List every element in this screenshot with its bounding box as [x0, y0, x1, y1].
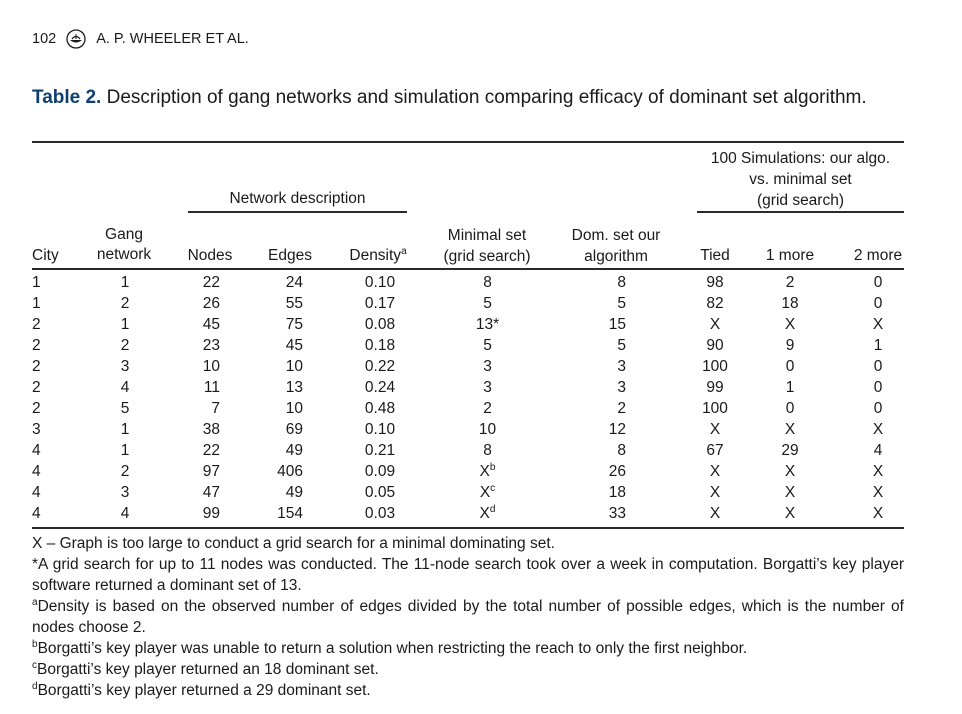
table-cell-city: [32, 419, 62, 440]
cell-value: 1: [120, 421, 130, 438]
table-cell-gang: [95, 272, 155, 293]
author-line: A. P. WHEELER ET AL.: [96, 31, 249, 47]
table-cell-city: [32, 440, 62, 461]
cell-value: 98: [706, 274, 724, 291]
cell-value: 26: [608, 463, 626, 480]
cell-value: 45: [285, 337, 303, 354]
cell-value: 45: [202, 316, 220, 333]
table-cell-dom: [580, 335, 626, 356]
cell-value: 3: [120, 484, 130, 501]
table-cell-one: [755, 419, 825, 440]
col-header-one-more: 1 more: [765, 247, 815, 264]
table-cell-two: [843, 293, 913, 314]
table-cell-density: [345, 293, 415, 314]
network-description-rule: [188, 211, 407, 213]
cell-value: 8: [483, 274, 492, 291]
table-cell-edges: [258, 314, 303, 335]
table-cell-gang: [95, 356, 155, 377]
cell-value: 154: [277, 505, 303, 522]
table-cell-gang: [95, 440, 155, 461]
cell-value: 0.05: [364, 484, 396, 501]
table-cell-minimal: [450, 482, 525, 503]
table-cell-tied: [690, 335, 740, 356]
cell-value: 13: [285, 379, 303, 396]
table-cell-gang: [95, 503, 155, 524]
cell-value: 26: [202, 295, 220, 312]
table-cell-density: [345, 503, 415, 524]
col-header-line: Dom. set our: [571, 227, 661, 244]
cell-value: 3: [617, 358, 626, 375]
cell-value: 4: [873, 442, 883, 459]
table-cell-one: [755, 335, 825, 356]
cell-value: 10: [478, 421, 497, 438]
col-header-line: Minimal set: [447, 227, 527, 244]
cell-value: 67: [706, 442, 724, 459]
caption-text: Description of gang networks and simulation comparing efficacy of dominant set algorithm.: [106, 87, 867, 108]
table-cell-edges: [258, 461, 303, 482]
cell-value: 0.03: [364, 505, 396, 522]
table-cell-two: [843, 461, 913, 482]
table-cell-tied: [690, 503, 740, 524]
table-cell-city: [32, 377, 62, 398]
table-cell-two: [843, 503, 913, 524]
cell-value: 1: [32, 274, 41, 291]
table-cell-city: [32, 461, 62, 482]
table-cell-one: [755, 503, 825, 524]
cell-value: 0: [873, 358, 883, 375]
table-cell-nodes: [180, 440, 220, 461]
table-cell-nodes: [180, 314, 220, 335]
table-cell-dom: [580, 293, 626, 314]
col-header-city: City: [32, 247, 59, 264]
footnote-text: *A grid search for up to 11 nodes was conducted. The 11-node search took over a week in computation. Borgatti’s key player software returned a dominant set of 13.: [32, 556, 904, 594]
table-cell-density: [345, 482, 415, 503]
table-cell-one: [755, 398, 825, 419]
table-cell-nodes: [180, 482, 220, 503]
table-cell-edges: [258, 440, 303, 461]
table-cell-minimal: [450, 419, 525, 440]
cell-value: 18: [608, 484, 626, 501]
table-cell-two: [843, 314, 913, 335]
cell-value: 99: [202, 505, 220, 522]
cell-value: 97: [202, 463, 220, 480]
table-cell-nodes: [180, 503, 220, 524]
page-number: 102: [32, 31, 57, 47]
cell-value: 0.10: [364, 274, 396, 291]
table-cell-edges: [258, 356, 303, 377]
top-rule: [32, 141, 904, 143]
cell-value: 75: [285, 316, 303, 333]
cell-value: 100: [702, 400, 728, 417]
table-cell-nodes: [180, 377, 220, 398]
cell-value: X: [872, 421, 884, 438]
cell-value: 2: [120, 337, 130, 354]
table-cell-tied: [690, 356, 740, 377]
table-cell-one: [755, 272, 825, 293]
cell-value: X: [709, 484, 721, 501]
cell-value: 4: [32, 463, 41, 480]
cell-value: 1: [873, 337, 883, 354]
cell-value: 3: [483, 379, 492, 396]
table-cell-city: [32, 272, 62, 293]
table-cell-minimal: [450, 377, 525, 398]
table-cell-density: [345, 356, 415, 377]
table-cell-minimal: [450, 398, 525, 419]
table-cell-one: [755, 440, 825, 461]
table-cell-minimal: [450, 503, 525, 524]
cell-value: 38: [202, 421, 220, 438]
table-cell-two: [843, 482, 913, 503]
footnote-marker: a: [32, 596, 38, 608]
cell-value: 2: [32, 316, 41, 333]
table-cell-edges: [258, 293, 303, 314]
table-cell-minimal: [450, 440, 525, 461]
cell-value: 69: [285, 421, 303, 438]
table-cell-gang: [95, 482, 155, 503]
cell-value: 4: [32, 442, 41, 459]
footnote-marker: c: [490, 482, 496, 494]
table-cell-tied: [690, 293, 740, 314]
table-cell-gang: [95, 398, 155, 419]
cell-value: 3: [483, 358, 492, 375]
table-cell-tied: [690, 377, 740, 398]
table-cell-nodes: [180, 293, 220, 314]
table-cell-gang: [95, 314, 155, 335]
col-header-line: Gang: [105, 226, 143, 243]
cell-value: 82: [706, 295, 724, 312]
footnote: [32, 596, 904, 638]
cell-value: 13*: [475, 316, 500, 333]
col-header-minimal-set: [430, 225, 544, 267]
cell-value: 0: [873, 295, 883, 312]
footnote-text: Density is based on the observed number of edges divided by the total number of possible edges, which is the number of nodes choose 2.: [32, 598, 904, 636]
col-header-tied: Tied: [700, 247, 730, 264]
cell-value: 8: [617, 274, 626, 291]
table-cell-edges: [258, 503, 303, 524]
cell-value: 3: [617, 379, 626, 396]
cell-value: 2: [120, 463, 130, 480]
cell-value: 18: [781, 295, 799, 312]
cell-value: 12: [608, 421, 626, 438]
cell-value: X: [872, 505, 884, 522]
cell-value: X: [479, 484, 491, 501]
col-header-gang: [82, 225, 166, 265]
table-cell-city: [32, 356, 62, 377]
footnote-marker: b: [489, 461, 496, 473]
table-cell-density: [345, 440, 415, 461]
table-cell-tied: [690, 419, 740, 440]
density-footnote-marker: a: [401, 245, 407, 257]
cell-value: 0: [873, 400, 883, 417]
cell-value: 3: [120, 358, 130, 375]
table-cell-dom: [580, 440, 626, 461]
table-cell-dom: [580, 419, 626, 440]
table-cell-one: [755, 293, 825, 314]
table-cell-two: [843, 440, 913, 461]
table-caption: [32, 86, 904, 110]
cell-value: 1: [785, 379, 795, 396]
table-cell-two: [843, 272, 913, 293]
table-cell-tied: [690, 398, 740, 419]
table-cell-nodes: [180, 419, 220, 440]
table-cell-dom: [580, 482, 626, 503]
cell-value: X: [709, 505, 721, 522]
cell-value: 8: [483, 442, 492, 459]
cell-value: 10: [285, 400, 303, 417]
table-cell-two: [843, 356, 913, 377]
table-cell-two: [843, 377, 913, 398]
footnote: [32, 680, 904, 701]
table-cell-tied: [690, 272, 740, 293]
table-cell-gang: [95, 419, 155, 440]
journal-logo-icon: [66, 29, 86, 49]
cell-value: 0: [785, 400, 795, 417]
col-header-line: network: [96, 246, 152, 263]
table-cell-city: [32, 293, 62, 314]
cell-value: 1: [120, 442, 130, 459]
cell-value: 0: [873, 274, 883, 291]
cell-value: 23: [202, 337, 220, 354]
network-description-header: Network description: [229, 190, 366, 207]
cell-value: 2: [483, 400, 492, 417]
cell-value: X: [784, 316, 796, 333]
table-cell-tied: [690, 461, 740, 482]
table-cell-nodes: [180, 398, 220, 419]
table-cell-two: [843, 398, 913, 419]
table-cell-city: [32, 335, 62, 356]
table-cell-edges: [258, 377, 303, 398]
cell-value: 2: [617, 400, 626, 417]
cell-value: 100: [702, 358, 728, 375]
cell-value: 0.09: [364, 463, 396, 480]
col-header-line: algorithm: [584, 248, 648, 265]
table-cell-minimal: [450, 356, 525, 377]
table-cell-density: [345, 419, 415, 440]
col-header-density: [338, 245, 418, 266]
table-cell-nodes: [180, 461, 220, 482]
cell-value: 0.24: [364, 379, 396, 396]
cell-value: 4: [32, 484, 41, 501]
table-cell-edges: [258, 419, 303, 440]
cell-value: 5: [120, 400, 130, 417]
cell-value: 0.08: [364, 316, 396, 333]
cell-value: 9: [785, 337, 795, 354]
table-cell-density: [345, 398, 415, 419]
cell-value: 24: [285, 274, 303, 291]
table-cell-minimal: [450, 272, 525, 293]
table-cell-dom: [580, 503, 626, 524]
cell-value: 1: [120, 274, 130, 291]
table-cell-minimal: [450, 293, 525, 314]
col-header-dom-set: [556, 225, 676, 267]
cell-value: X: [709, 421, 721, 438]
table-cell-dom: [580, 314, 626, 335]
footnote-marker: b: [32, 638, 38, 650]
cell-value: X: [479, 505, 490, 522]
col-header-two-more: 2 more: [853, 247, 903, 264]
footnote-text: Borgatti’s key player returned a 29 dominant set.: [37, 682, 371, 699]
cell-value: 90: [706, 337, 724, 354]
density-label: Density: [349, 247, 402, 264]
table-cell-gang: [95, 293, 155, 314]
cell-value: 10: [202, 358, 220, 375]
footnote-text: Borgatti’s key player returned an 18 dominant set.: [37, 661, 379, 678]
cell-value: 33: [608, 505, 626, 522]
table-cell-dom: [580, 377, 626, 398]
cell-value: 0.10: [364, 421, 396, 438]
cell-value: 1: [120, 316, 130, 333]
cell-value: 47: [202, 484, 220, 501]
table-cell-tied: [690, 440, 740, 461]
table-cell-minimal: [450, 314, 525, 335]
cell-value: 0: [785, 358, 795, 375]
cell-value: 55: [285, 295, 303, 312]
cell-value: 2: [32, 400, 41, 417]
cell-value: 0.22: [364, 358, 396, 375]
table-cell-tied: [690, 482, 740, 503]
table-cell-gang: [95, 461, 155, 482]
table-cell-one: [755, 461, 825, 482]
table-cell-nodes: [180, 356, 220, 377]
cell-value: 3: [32, 421, 41, 438]
cell-value: 11: [203, 379, 220, 396]
cell-value: X: [784, 505, 796, 522]
table-cell-two: [843, 419, 913, 440]
footnote-text: X – Graph is too large to conduct a grid search for a minimal dominating set.: [32, 535, 555, 552]
cell-value: 0.17: [364, 295, 396, 312]
footnote: [32, 638, 904, 659]
table-cell-city: [32, 398, 62, 419]
cell-value: X: [784, 484, 796, 501]
table-cell-two: [843, 335, 913, 356]
table-bottom-rule: [32, 527, 904, 529]
simulations-header-line: vs. minimal set: [749, 171, 852, 188]
simulations-header-line: 100 Simulations: our algo.: [710, 150, 891, 167]
table-cell-density: [345, 272, 415, 293]
col-header-edges: Edges: [268, 247, 312, 264]
table-cell-nodes: [180, 272, 220, 293]
cell-value: 4: [32, 505, 41, 522]
cell-value: 4: [120, 505, 130, 522]
table-cell-gang: [95, 377, 155, 398]
cell-value: 5: [617, 337, 626, 354]
table-cell-city: [32, 314, 62, 335]
footnote-marker: c: [32, 659, 37, 671]
cell-value: 10: [285, 358, 303, 375]
table-cell-density: [345, 314, 415, 335]
col-header-line: (grid search): [443, 248, 531, 265]
cell-value: 5: [483, 337, 492, 354]
footnote: [32, 554, 904, 596]
cell-value: 22: [202, 442, 220, 459]
cell-value: X: [709, 463, 721, 480]
cell-value: X: [784, 421, 796, 438]
cell-value: 22: [202, 274, 220, 291]
footnote-text: Borgatti’s key player was unable to return a solution when restricting the reach to only the first neighbor.: [37, 640, 748, 657]
cell-value: X: [784, 463, 796, 480]
table-cell-tied: [690, 314, 740, 335]
cell-value: 0.18: [364, 337, 396, 354]
table-cell-edges: [258, 398, 303, 419]
footnote-marker: d: [489, 503, 496, 515]
col-header-nodes: Nodes: [187, 247, 233, 264]
cell-value: 29: [781, 442, 799, 459]
cell-value: 5: [617, 295, 626, 312]
simulations-header-line: (grid search): [757, 192, 844, 209]
table-cell-one: [755, 314, 825, 335]
running-header: [32, 29, 249, 49]
table-cell-edges: [258, 272, 303, 293]
footnote: [32, 533, 904, 554]
table-cell-edges: [258, 482, 303, 503]
cell-value: X: [479, 463, 490, 480]
table-cell-dom: [580, 398, 626, 419]
table-cell-nodes: [180, 335, 220, 356]
cell-value: 5: [483, 295, 492, 312]
header-bottom-rule: [32, 268, 904, 270]
cell-value: 1: [32, 295, 41, 312]
cell-value: 0.48: [364, 400, 396, 417]
table-cell-minimal: [450, 335, 525, 356]
cell-value: 2: [32, 337, 41, 354]
table-cell-density: [345, 377, 415, 398]
simulations-rule: [697, 211, 904, 213]
cell-value: X: [872, 316, 884, 333]
cell-value: X: [872, 463, 884, 480]
table-cell-minimal: [450, 461, 525, 482]
table-cell-dom: [580, 272, 626, 293]
table-cell-one: [755, 356, 825, 377]
cell-value: 0.21: [364, 442, 396, 459]
cell-value: X: [872, 484, 884, 501]
table-cell-dom: [580, 461, 626, 482]
cell-value: 4: [120, 379, 130, 396]
table-footnotes: [32, 533, 904, 701]
cell-value: 2: [785, 274, 795, 291]
table-cell-density: [345, 335, 415, 356]
cell-value: 49: [285, 442, 303, 459]
table-cell-one: [755, 482, 825, 503]
cell-value: 406: [277, 463, 303, 480]
table-cell-density: [345, 461, 415, 482]
table-cell-gang: [95, 335, 155, 356]
table-cell-city: [32, 503, 62, 524]
cell-value: 8: [617, 442, 626, 459]
simulations-header: [697, 148, 904, 211]
cell-value: 2: [32, 379, 41, 396]
footnote-marker: d: [32, 680, 38, 692]
cell-value: X: [709, 316, 721, 333]
footnote: [32, 659, 904, 680]
cell-value: 0: [873, 379, 883, 396]
table-label: Table 2.: [32, 87, 102, 108]
cell-value: 15: [608, 316, 626, 333]
table-cell-dom: [580, 356, 626, 377]
cell-value: 7: [211, 400, 220, 417]
table-cell-city: [32, 482, 62, 503]
table-cell-one: [755, 377, 825, 398]
table-cell-edges: [258, 335, 303, 356]
cell-value: 2: [32, 358, 41, 375]
cell-value: 99: [706, 379, 724, 396]
cell-value: 49: [285, 484, 303, 501]
cell-value: 2: [120, 295, 130, 312]
